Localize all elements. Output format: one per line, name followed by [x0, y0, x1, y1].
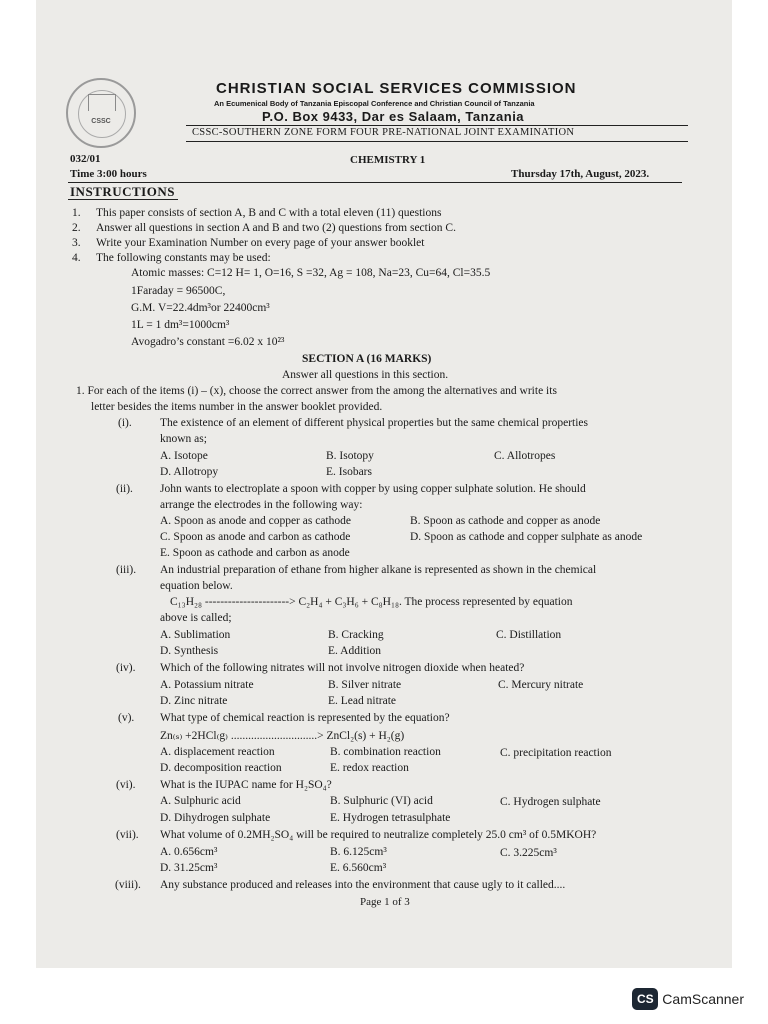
option-a: A. Sulphuric acid [160, 795, 241, 807]
option-b: B. 6.125cm³ [330, 846, 387, 858]
exam-date: Thursday 17th, August, 2023. [511, 168, 650, 180]
item-number: (viii). [115, 879, 141, 891]
option-a: A. 0.656cm³ [160, 846, 218, 858]
question-text: John wants to electroplate a spoon with copper by using copper sulphate solution. He should [160, 483, 586, 495]
option-d: D. Synthesis [160, 645, 219, 657]
option-d: D. 31.25cm³ [160, 862, 218, 874]
option-a: A. Potassium nitrate [160, 679, 254, 691]
camscanner-icon: CS [632, 988, 658, 1010]
question-text: What type of chemical reaction is represented by the equation? [160, 712, 450, 724]
instruction-item: Answer all questions in section A and B and two (2) questions from section C. [96, 222, 456, 234]
item-number: (v). [118, 712, 135, 724]
question-text: equation below. [160, 580, 233, 592]
org-name: CHRISTIAN SOCIAL SERVICES COMMISSION [216, 80, 577, 97]
option-a: A. Spoon as anode and copper as cathode [160, 515, 351, 527]
exam-time: Time 3:00 hours [70, 168, 147, 180]
org-address: P.O. Box 9433, Dar es Salaam, Tanzania [262, 109, 525, 124]
question-text: What volume of 0.2MH₂SO₄ will be required to neutralize completely 25.0 cm³ of 0.5MKOH? [160, 829, 597, 841]
question-text: known as; [160, 433, 207, 445]
option-e: E. Isobars [326, 466, 372, 478]
question-text: What is the IUPAC name for H₂SO₄? [160, 779, 332, 791]
page-number: Page 1 of 3 [360, 896, 410, 908]
option-b: B. Spoon as cathode and copper as anode [410, 515, 601, 527]
instruction-item: This paper consists of section A, B and C with a total eleven (11) questions [96, 207, 442, 219]
option-c: C. precipitation reaction [500, 747, 612, 759]
constant-avogadro: Avogadro’s constant =6.02 x 10²³ [131, 336, 285, 348]
constant-litre: 1L = 1 dm³=1000cm³ [131, 319, 230, 331]
instructions-title: INSTRUCTIONS [70, 184, 175, 199]
option-c: C. Hydrogen sulphate [500, 796, 601, 808]
option-b: B. Cracking [328, 629, 384, 641]
option-a: A. Isotope [160, 450, 208, 462]
option-b: B. combination reaction [330, 746, 441, 758]
option-c: C. Mercury nitrate [498, 679, 584, 691]
constant-gmv: G.M. V=22.4dm³or 22400cm³ [131, 302, 270, 314]
option-c: C. 3.225cm³ [500, 847, 557, 859]
option-d: D. Dihydrogen sulphate [160, 812, 271, 824]
question-text: The existence of an element of different physical properties but the same chemical properties [160, 417, 588, 429]
instruction-item: The following constants may be used: [96, 252, 271, 264]
option-d: D. Zinc nitrate [160, 695, 228, 707]
option-e: E. Spoon as cathode and carbon as anode [160, 547, 350, 559]
exam-title: CSSC-SOUTHERN ZONE FORM FOUR PRE-NATIONAL JOINT EXAMINATION [192, 127, 575, 138]
org-subtitle: An Ecumenical Body of Tanzania Episcopal Conference and Christian Council of Tanzania [214, 99, 535, 108]
question-text: above is called; [160, 612, 232, 624]
option-a: A. displacement reaction [160, 746, 275, 758]
chemical-equation: Zn₍ₛ₎ +2HCl₍g₎ ..............................> ZnCl₂(s) + H₂(g) [160, 730, 405, 742]
option-e: E. 6.560cm³ [330, 862, 387, 874]
question-text: An industrial preparation of ethane from higher alkane is represented as shown in the chemical [160, 564, 597, 576]
paper-code: 032/01 [70, 153, 101, 165]
question-text: Which of the following nitrates will not involve nitrogen dioxide when heated? [160, 662, 525, 674]
chemical-equation: C₁₃H₂₈ ----------------------> C₂H₄ + C₃H₆ + C₈H₁₈. The process represented by equation [170, 596, 573, 608]
cssc-logo: CSSC [66, 78, 136, 148]
question-1-line1: 1. For each of the items (i) – (x), choose the correct answer from the among the alternatives and write its [76, 385, 557, 397]
item-number: (i). [118, 417, 132, 429]
option-e: E. redox reaction [330, 762, 409, 774]
option-e: E. Addition [328, 645, 382, 657]
item-number: (vi). [116, 779, 136, 791]
instruction-item: Write your Examination Number on every page of your answer booklet [96, 237, 425, 249]
option-b: B. Isotopy [326, 450, 374, 462]
option-b: B. Silver nitrate [328, 679, 402, 691]
option-a: A. Sublimation [160, 629, 231, 641]
option-e: E. Hydrogen tetrasulphate [330, 812, 451, 824]
option-d: D. decomposition reaction [160, 762, 282, 774]
option-d: D. Spoon as cathode and copper sulphate as anode [410, 531, 643, 543]
option-c: C. Allotropes [494, 450, 556, 462]
camscanner-label: CamScanner [662, 991, 744, 1007]
item-number: (ii). [116, 483, 133, 495]
camscanner-watermark [632, 988, 744, 1010]
section-a-title: SECTION A (16 MARKS) [302, 353, 432, 365]
subject: CHEMISTRY 1 [350, 154, 426, 166]
option-e: E. Lead nitrate [328, 695, 397, 707]
question-text: arrange the electrodes in the following way: [160, 499, 363, 511]
constant-atomic-masses: Atomic masses: C=12 H= 1, O=16, S =32, Ag = 108, Na=23, Cu=64, Cl=35.5 [131, 267, 491, 279]
option-b: B. Sulphuric (VI) acid [330, 795, 433, 807]
question-text: Any substance produced and releases into the environment that cause ugly to it called.... [160, 879, 566, 891]
question-1-line2: letter besides the items number in the answer booklet provided. [91, 401, 383, 413]
item-number: (vii). [116, 829, 139, 841]
constant-faraday: 1Faraday = 96500C, [131, 285, 226, 297]
item-number: (iv). [116, 662, 136, 674]
item-number: (iii). [116, 564, 137, 576]
option-c: C. Distillation [496, 629, 562, 641]
option-d: D. Allotropy [160, 466, 219, 478]
section-a-instruction: Answer all questions in this section. [282, 369, 449, 381]
option-c: C. Spoon as anode and carbon as cathode [160, 531, 351, 543]
